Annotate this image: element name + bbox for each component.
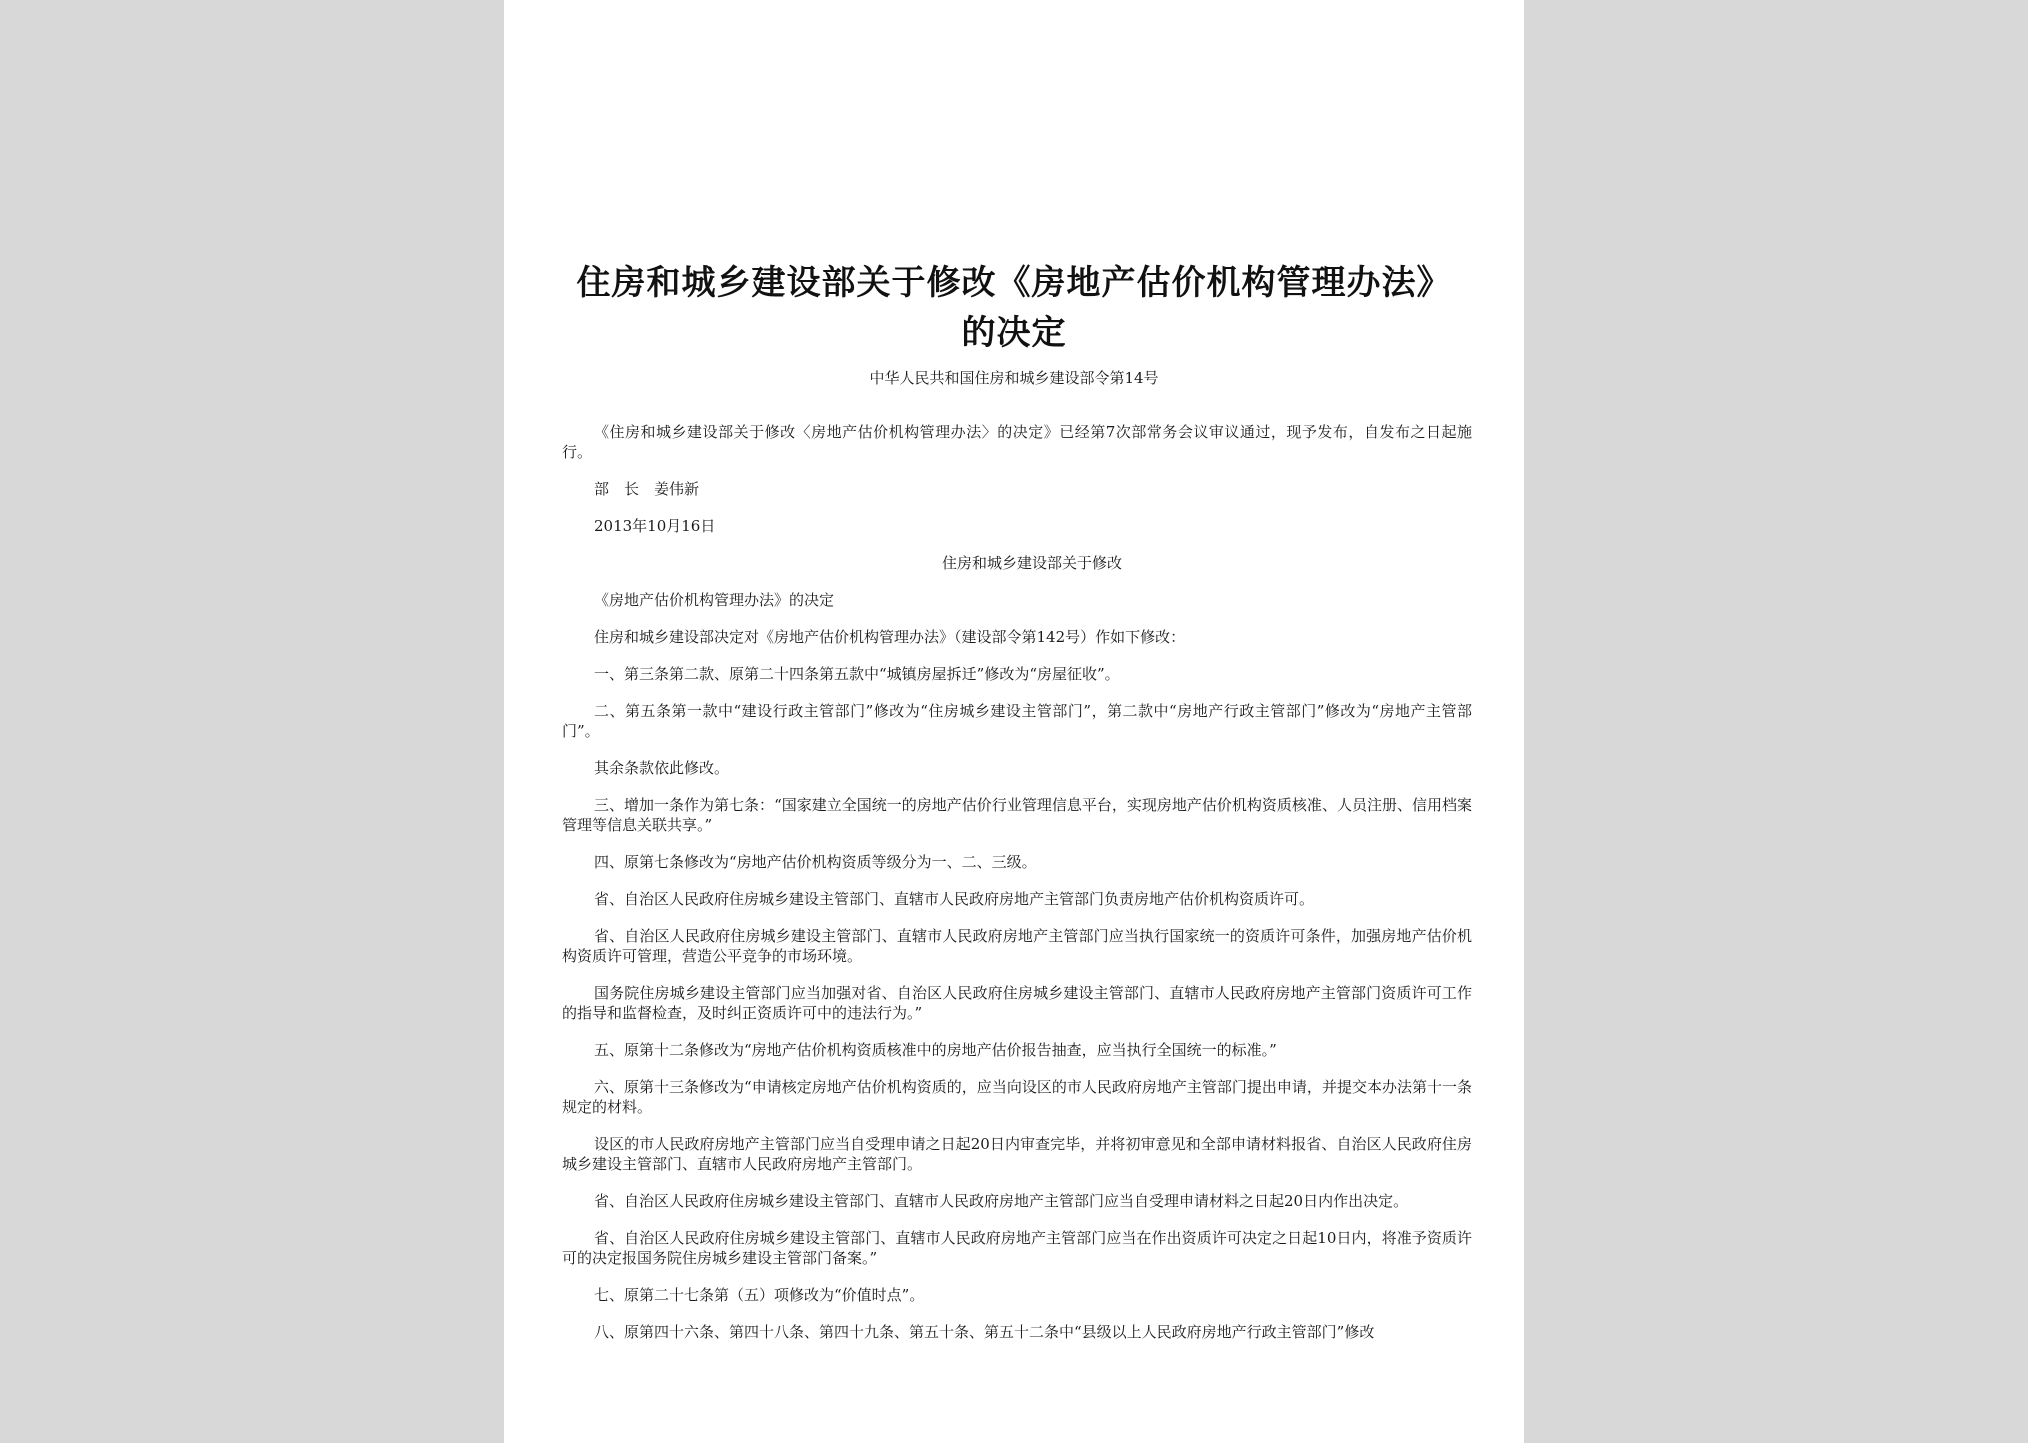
paragraph: 其余条款依此修改。	[594, 759, 730, 777]
document-body	[562, 422, 1472, 1359]
paragraph: 一、第三条第二款、原第二十四条第五款中“城镇房屋拆迁”修改为“房屋征收”。	[594, 665, 1120, 683]
paragraph: 省、自治区人民政府住房城乡建设主管部门、直辖市人民政府房地产主管部门负责房地产估价机构资质许可。	[594, 890, 1315, 908]
paragraph: 八、原第四十六条、第四十八条、第四十九条、第五十条、第五十二条中“县级以上人民政府房地产行政主管部门”修改	[594, 1323, 1375, 1341]
paragraph: 三、增加一条作为第七条：“国家建立全国统一的房地产估价行业管理信息平台，实现房地产估价机构资质核准、人员注册、信用档案管理等信息关联共享。”	[562, 796, 1472, 834]
paragraph: 七、原第二十七条第（五）项修改为“价值时点”。	[594, 1286, 925, 1304]
paragraph: 二、第五条第一款中“建设行政主管部门”修改为“住房城乡建设主管部门”，第二款中“房地产行政主管部门”修改为“房地产主管部门”。	[562, 702, 1472, 740]
paragraph: 五、原第十二条修改为“房地产估价机构资质核准中的房地产估价报告抽查，应当执行全国统一的标准。”	[594, 1041, 1277, 1059]
paragraph-preamble: 《住房和城乡建设部关于修改〈房地产估价机构管理办法〉的决定》已经第7次部常务会议审议通过，现予发布，自发布之日起施行。	[562, 423, 1472, 461]
paragraph: 六、原第十三条修改为“申请核定房地产估价机构资质的，应当向设区的市人民政府房地产主管部门提出申请，并提交本办法第十一条规定的材料。	[562, 1078, 1472, 1116]
paragraph: 设区的市人民政府房地产主管部门应当自受理申请之日起20日内审查完毕，并将初审意见和全部申请材料报省、自治区人民政府住房城乡建设主管部门、直辖市人民政府房地产主管部门。	[562, 1135, 1472, 1173]
document-subtitle: 中华人民共和国住房和城乡建设部令第14号	[869, 369, 1159, 387]
paragraph: 国务院住房城乡建设主管部门应当加强对省、自治区人民政府住房城乡建设主管部门、直辖市人民政府房地产主管部门资质许可工作的指导和监督检查，及时纠正资质许可中的违法行为。”	[562, 984, 1472, 1022]
document-title: 住房和城乡建设部关于修改《房地产估价机构管理办法》的决定	[576, 263, 1452, 353]
paragraph-signer: 部 长 姜伟新	[594, 480, 700, 498]
document-page	[504, 0, 1524, 1443]
paragraph: 省、自治区人民政府住房城乡建设主管部门、直辖市人民政府房地产主管部门应当自受理申请材料之日起20日内作出决定。	[594, 1192, 1409, 1210]
paragraph-section-heading: 住房和城乡建设部关于修改	[941, 554, 1122, 572]
paragraph: 住房和城乡建设部决定对《房地产估价机构管理办法》（建设部令第142号）作如下修改：	[594, 628, 1186, 646]
paragraph: 省、自治区人民政府住房城乡建设主管部门、直辖市人民政府房地产主管部门应当在作出资质许可决定之日起10日内，将准予资质许可的决定报国务院住房城乡建设主管部门备案。”	[562, 1229, 1472, 1267]
paragraph-section-heading-cont: 《房地产估价机构管理办法》的决定	[594, 591, 835, 609]
paragraph: 省、自治区人民政府住房城乡建设主管部门、直辖市人民政府房地产主管部门应当执行国家统一的资质许可条件，加强房地产估价机构资质许可管理，营造公平竞争的市场环境。	[562, 927, 1472, 965]
paragraph-date: 2013年10月16日	[594, 517, 716, 535]
paragraph: 四、原第七条修改为“房地产估价机构资质等级分为一、二、三级。	[594, 853, 1037, 871]
